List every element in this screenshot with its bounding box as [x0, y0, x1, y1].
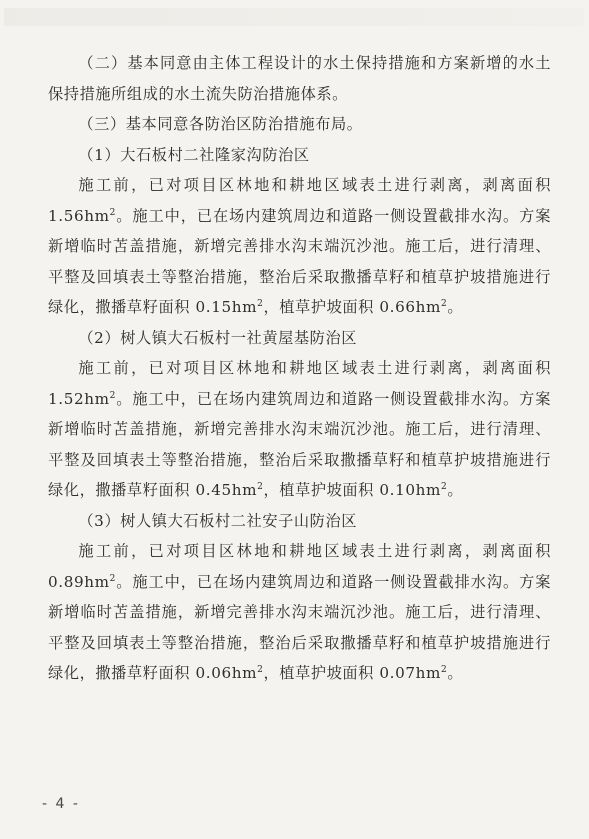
paragraph-layout-agreement: （三）基本同意各防治区防治措施布局。	[78, 115, 363, 133]
zone-2-text-d: 。	[447, 481, 464, 499]
superscript-2: 2	[257, 298, 264, 309]
superscript-2: 2	[109, 207, 116, 218]
superscript-2: 2	[441, 481, 448, 492]
heading-zone-3: （3）树人镇大石板村二社安子山防治区	[78, 511, 358, 530]
zone-3-text-b: 。施工中，已在场内建筑周边和道路一侧设置截排水沟。方案新增临时苫盖措施，新增完善排水沟末端沉沙池。施工后，进行清理、平整及回填表土等整治措施，整治后采取撒播草籽和植草护坡措施进行绿化，撒播草籽面积 0.06hm	[48, 572, 551, 682]
heading-zone-1: （1）大石板村二社隆家沟防治区	[78, 145, 310, 164]
page-number: - 4 -	[42, 796, 80, 812]
paragraph-zone-2-measures	[48, 353, 551, 506]
zone-2-text-c: ，植草护坡面积 0.10hm	[263, 481, 441, 499]
paragraph-zone-3-measures	[48, 536, 551, 689]
paragraph-zone-1-measures	[48, 170, 551, 323]
zone-3-text-d: 。	[447, 664, 464, 682]
superscript-2: 2	[257, 664, 264, 675]
superscript-2: 2	[257, 481, 264, 492]
zone-2-text-b: 。施工中，已在场内建筑周边和道路一侧设置截排水沟。方案新增临时苫盖措施，新增完善排水沟末端沉沙池。施工后，进行清理、平整及回填表土等整治措施，整治后采取撒播草籽和植草护坡措施进行绿化，撒播草籽面积 0.45hm	[48, 389, 551, 499]
superscript-2: 2	[441, 298, 448, 309]
zone-2-text-a: 施工前，已对项目区林地和耕地区域表土进行剥离，剥离面积 1.52hm	[48, 359, 551, 408]
zone-3-text-a: 施工前，已对项目区林地和耕地区域表土进行剥离，剥离面积 0.89hm	[48, 542, 551, 591]
superscript-2: 2	[109, 573, 116, 584]
heading-zone-2: （2）树人镇大石板村一社黄屋基防治区	[78, 328, 358, 347]
zone-1-text-c: ，植草护坡面积 0.66hm	[263, 298, 441, 316]
zone-1-text-d: 。	[447, 298, 464, 316]
paragraph-measures-system: （二）基本同意由主体工程设计的水土保持措施和方案新增的水土保持措施所组成的水土流失防治措施体系。	[48, 54, 551, 103]
zone-1-text-a: 施工前，已对项目区林地和耕地区域表土进行剥离，剥离面积 1.56hm	[48, 176, 551, 225]
superscript-2: 2	[441, 664, 448, 675]
zone-1-text-b: 。施工中，已在场内建筑周边和道路一侧设置截排水沟。方案新增临时苫盖措施，新增完善排水沟末端沉沙池。施工后，进行清理、平整及回填表土等整治措施，整治后采取撒播草籽和植草护坡措施进行绿化，撒播草籽面积 0.15hm	[48, 206, 551, 316]
zone-3-text-c: ，植草护坡面积 0.07hm	[263, 664, 441, 682]
superscript-2: 2	[109, 390, 116, 401]
